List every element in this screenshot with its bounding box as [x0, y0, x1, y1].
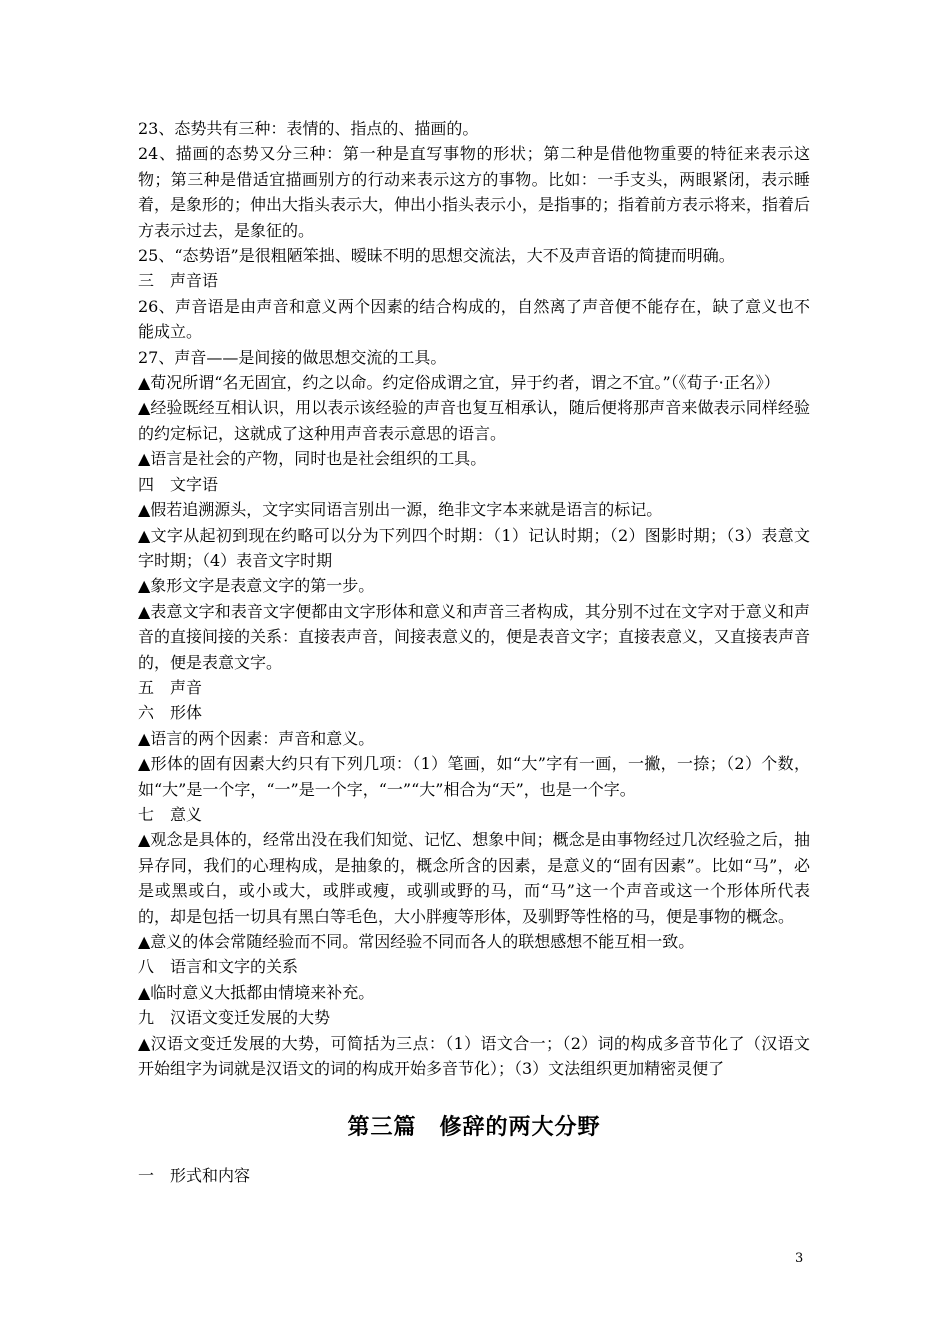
paragraph: ▲假若追溯源头，文字实同语言别出一源，绝非文字本来就是语言的标记。 — [138, 500, 663, 520]
section-heading: 四 文字语 — [138, 474, 219, 494]
section-heading: 三 声音语 — [138, 271, 219, 291]
page-content — [138, 116, 810, 1189]
section-heading: 一 形式和内容 — [138, 1166, 251, 1186]
paragraph: 25、“态势语”是很粗陋笨拙、暧昧不明的思想交流法，大不及声音语的简捷而明确。 — [138, 246, 735, 266]
page-number: 3 — [795, 1251, 804, 1266]
paragraph: 23、态势共有三种：表情的、指点的、描画的。 — [138, 119, 479, 138]
paragraph: 27、声音——是间接的做思想交流的工具。 — [138, 347, 447, 367]
section-heading: 九 汉语文变迁发展的大势 — [138, 1008, 331, 1028]
paragraph: ▲观念是具体的，经常出没在我们知觉、记忆、想象中间；概念是由事物经过几次经验之后，抽异存同，我们的心理构成，是抽象的，概念所含的因素，是意义的“固有因素”。比如“马”，必是或黑或白，或小或大，或胖或瘦，或驯或野的马，而“马”这一个声音或这一个形体所代表的，却是包括一切具有黑白等毛色，大小胖瘦等形体，及驯野等性格的马，便是事物的概念。 — [138, 830, 810, 926]
paragraph: 26、声音语是由声音和意义两个因素的结合构成的，自然离了声音便不能存在，缺了意义也不能成立。 — [138, 296, 810, 342]
paragraph: ▲经验既经互相认识，用以表示该经验的声音也复互相承认，随后便将那声音来做表示同样经验的约定标记，这就成了这种用声音表示意思的语言。 — [138, 398, 810, 443]
paragraph: ▲文字从起初到现在约略可以分为下列四个时期：（1）记认时期；（2）图影时期；（3）表意文字时期；（4）表音文字时期 — [138, 525, 810, 570]
paragraph: ▲临时意义大抵都由情境来补充。 — [138, 982, 375, 1002]
paragraph: ▲语言的两个因素：声音和意义。 — [138, 728, 375, 748]
paragraph: ▲意义的体会常随经验而不同。常因经验不同而各人的联想感想不能互相一致。 — [138, 932, 695, 951]
paragraph: ▲形体的固有因素大约只有下列几项：（1）笔画，如“大”字有一画，一撇，一捺；（2）个数，如“大”是一个字，“一”是一个字，“一”“大”相合为“天”，也是一个字。 — [138, 754, 810, 799]
section-heading: 八 语言和文字的关系 — [138, 957, 299, 977]
paragraph: ▲表意文字和表音文字便都由文字形体和意义和声音三者构成，其分别不过在文字对于意义和声音的直接间接的关系：直接表声音，间接表意义的，便是表音文字；直接表意义，又直接表声音的，便是表意文字。 — [138, 601, 811, 672]
paragraph: 24、描画的态势又分三种：第一种是直写事物的形状；第二种是借他物重要的特征来表示这物；第三种是借适宜描画别方的行动来表示这方的事物。比如：一手支头，两眼紧闭，表示睡着，是象形的；伸出大指头表示大，伸出小指头表示小，是指事的；指着前方表示将来，指着后方表示过去，是象征的。 — [138, 144, 811, 240]
paragraph: ▲荀况所谓“名无固宜，约之以命。约定俗成谓之宜，异于约者，谓之不宜。”（《荀子·正名》） — [138, 373, 780, 393]
section-heading: 七 意义 — [138, 804, 203, 824]
chapter-title: 第三篇 修辞的两大分野 — [347, 1114, 601, 1141]
section-heading: 五 声音 — [138, 677, 203, 697]
paragraph: ▲语言是社会的产物，同时也是社会组织的工具。 — [138, 449, 487, 469]
section-heading: 六 形体 — [138, 703, 203, 723]
paragraph: ▲象形文字是表意文字的第一步。 — [138, 576, 375, 596]
paragraph: ▲汉语文变迁发展的大势，可简括为三点：（1）语文合一；（2）词的构成多音节化了（汉语文开始组字为词就是汉语文的词的构成开始多音节化）；（3）文法组织更加精密灵便了 — [138, 1033, 810, 1079]
